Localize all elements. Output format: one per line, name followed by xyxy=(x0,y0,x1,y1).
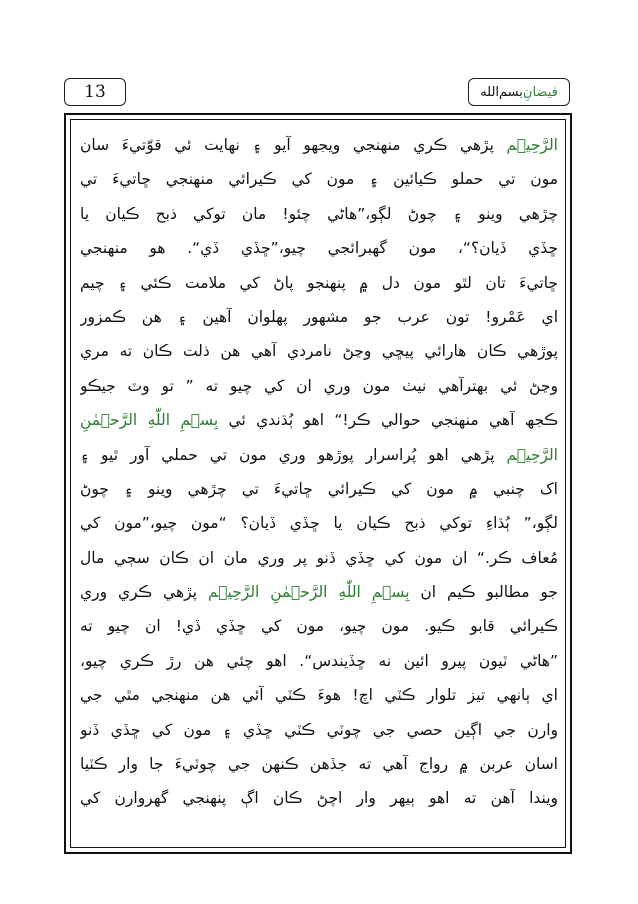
page-number: 13 xyxy=(64,78,126,106)
text-line xyxy=(80,472,558,506)
text-segment: اسان عربن ۾ رواج آهي ته جڏهن ڪنهن جي چوٽيءَ جا وار ڪٽيا xyxy=(80,755,558,774)
text-line xyxy=(80,575,558,609)
text-segment: اي ٻانهي تيز تلوار ڪٽي اچ! هوءَ ڪٽي آئي هن منهنجي مٿي جي xyxy=(80,686,558,705)
text-line xyxy=(80,128,558,162)
text-segment: پڙهي اهو پُراسرار پوڙهو وري مون تي حملي آور ٿيو ۽ xyxy=(80,445,507,464)
text-segment: اي عَمْرو! تون عرب جو مشهور پهلوان آهين ۽ هن ڪمزور xyxy=(80,307,558,326)
text-line xyxy=(80,609,558,643)
body-text xyxy=(80,128,558,843)
text-segment: ڇڏي ڏيان؟“، مون گهبرائجي چيو،”ڇڏي ڏي“. هو منهنجي xyxy=(80,239,558,258)
text-segment: وارن جي اڳين حصي جي چوٽي ڪٽي ڇڏي ۽ مون کي ڇڏي ڏنو xyxy=(80,720,558,739)
text-line xyxy=(80,713,558,747)
text-line xyxy=(80,781,558,815)
text-segment: وڃڻ ئي بهترآهي نيٺ مون وري ان کي چيو ته ” تو وٽ جيڪو xyxy=(80,376,558,395)
text-segment: جو مطالبو ڪيم ان xyxy=(409,583,558,602)
text-line xyxy=(80,266,558,300)
text-segment: ڪجھ آهي منهنجي حوالي ڪر!“ اهو ٻُڌندي ئي xyxy=(218,411,558,430)
book-title-part1: فيضانِ xyxy=(522,84,558,100)
text-line xyxy=(80,541,558,575)
text-segment: چڙهي وينو ۽ چوڻ لڳو،”هاڻي چئو! مان توکي ذبح ڪيان يا xyxy=(80,204,558,223)
quran-phrase: بِسۡمِ اللّٰهِ الرَّحۡمٰنِ xyxy=(80,411,219,430)
text-line xyxy=(80,644,558,678)
text-line xyxy=(80,747,558,781)
text-line xyxy=(80,300,558,334)
text-segment: پڙهي ڪري وري xyxy=(80,583,208,602)
book-title-part2: بسم‌الله xyxy=(480,84,523,100)
text-line xyxy=(80,506,558,540)
text-segment: ويندا آهن ته اهو ٻيهر وار اچڻ ڪان اڳ پنهنجي گهروارن کي xyxy=(80,789,558,808)
text-segment: ڇاتيءَ تان لٿو مون دل ۾ پنهنجو پاڻ کي ملامت ڪئي ۽ چيم xyxy=(80,273,558,292)
text-line xyxy=(80,678,558,712)
text-segment: مون تي حملو ڪيائين ۽ مون کي ڪيرائي منهنجي ڇاتيءَ تي xyxy=(80,170,558,189)
book-title-box xyxy=(468,78,570,106)
text-line xyxy=(80,162,558,196)
text-segment: مُعاف ڪر.“ ان مون کي ڇڏي ڏنو پر وري مان ان ڪان سڄي مال xyxy=(80,548,558,567)
quran-phrase: بِسۡمِ اللّٰهِ الرَّحۡمٰنِ الرَّحِيۡم xyxy=(207,583,410,602)
text-segment: پوڙهي ڪان هارائي پيڇي وڃڻ نامردي آهي هن ذلت ڪان ته مري xyxy=(80,342,558,361)
text-segment: ڪيرائي قابو ڪيو. مون چيو، مون کي ڇڏي ڏي! ان چيو ته xyxy=(80,617,558,636)
text-line xyxy=(80,197,558,231)
text-segment: پڙهي ڪري منهنجي ويجهو آيو ۽ نهايت ئي قوّتيءَ سان xyxy=(80,136,507,154)
text-line xyxy=(80,438,558,472)
text-line xyxy=(80,403,558,437)
quran-phrase: الرَّحِيۡم xyxy=(506,445,558,464)
text-line xyxy=(80,369,558,403)
text-segment: لڳو،” ٻُڌاءِ توکي ذبح ڪيان يا ڇڏي ڏيان؟ “مون چيو،”مون کي xyxy=(80,514,558,533)
text-line xyxy=(80,231,558,265)
text-segment: ”هاڻي ٽيون پيرو ائين نه ڇڏيندس“. اهو چئي هن رڙ ڪري چيو، xyxy=(80,651,558,670)
text-line xyxy=(80,334,558,368)
quran-phrase: الرَّحِيۡم xyxy=(506,136,558,154)
text-segment: اک چنبي ۾ مون کي ڪيرائي ڇاتيءَ تي چڙهي وينو ۽ چوڻ xyxy=(80,479,558,498)
